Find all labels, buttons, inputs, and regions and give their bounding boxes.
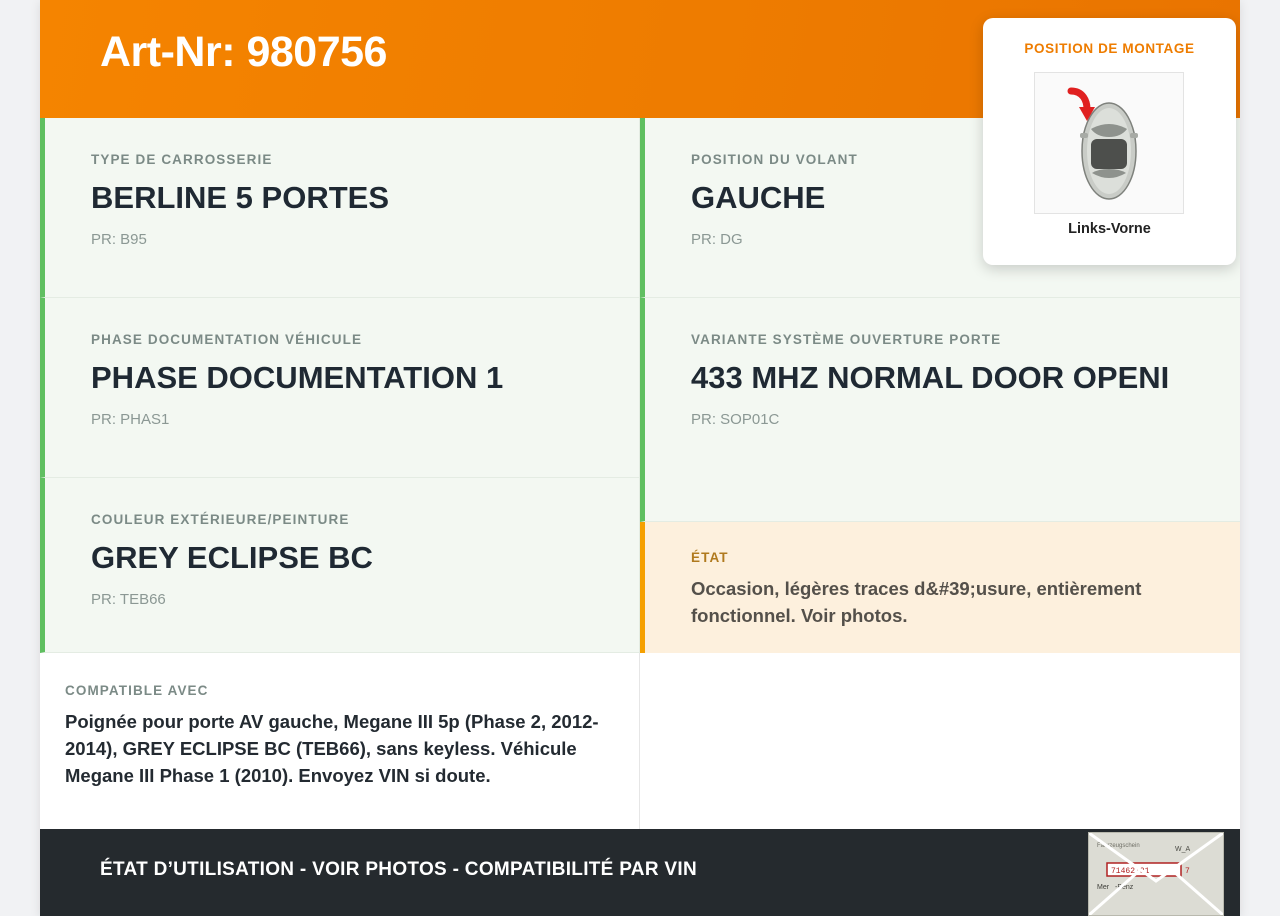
compatibility-panel (40, 653, 640, 829)
spec-pr-code: PR: PHAS1 (91, 411, 170, 429)
compatibility-empty-area (640, 653, 1240, 829)
svg-text:Fahrzeugschein: Fahrzeugschein (1097, 843, 1140, 849)
vehicle-registration-stamp-icon (1088, 832, 1224, 916)
svg-text:W_A: W_A (1175, 846, 1191, 853)
spec-label: VARIANTE SYSTÈME OUVERTURE PORTE (691, 332, 1002, 347)
spec-label: COULEUR EXTÉRIEURE/PEINTURE (91, 512, 350, 527)
footer-text: ÉTAT D’UTILISATION - VOIR PHOTOS - COMPATIBILITÉ PAR VIN (100, 859, 697, 880)
spec-cell-door-opening-system (640, 298, 1240, 522)
spec-pr-code: PR: TEB66 (91, 591, 166, 609)
page-title: Art-Nr: 980756 (100, 28, 387, 76)
mount-position-title: POSITION DE MONTAGE (1024, 41, 1195, 56)
mount-position-panel (983, 18, 1236, 265)
spec-label: PHASE DOCUMENTATION VÉHICULE (91, 332, 363, 347)
svg-text:71462731: 71462731 (1111, 867, 1150, 876)
spec-pr-code: PR: SOP01C (691, 411, 780, 429)
footer-bar (40, 829, 1240, 916)
spec-cell-documentation-phase (40, 298, 640, 478)
spec-label: POSITION DU VOLANT (691, 152, 858, 167)
status-text: Occasion, légères traces d&#39;usure, entièrement fonctionnel. Voir photos. (691, 578, 1142, 626)
compatibility-label: COMPATIBLE AVEC (65, 683, 209, 698)
spec-value: GREY ECLIPSE BC (91, 540, 373, 575)
spec-value: BERLINE 5 PORTES (91, 180, 389, 215)
status-panel (640, 522, 1240, 653)
spec-value: 433 MHZ NORMAL DOOR OPENI (691, 360, 1170, 395)
spec-pr-code: PR: B95 (91, 231, 147, 249)
spec-value: GAUCHE (691, 180, 826, 215)
spec-cell-exterior-color (40, 478, 640, 653)
compatibility-text: Poignée pour porte AV gauche, Megane III 5p (Phase 2, 2012-2014), GREY ECLIPSE BC (TEB66), sans keyless. Véhicule Megane III Phase 1 (2010). Envoyez VIN si doute. (65, 711, 599, 786)
car-top-view-with-arrow-icon (1034, 72, 1184, 214)
svg-text:7: 7 (1185, 867, 1190, 876)
spec-label: TYPE DE CARROSSERIE (91, 152, 273, 167)
spec-value: PHASE DOCUMENTATION 1 (91, 360, 504, 395)
svg-text:Mer: Mer (1097, 884, 1110, 891)
status-label: ÉTAT (691, 550, 729, 565)
spec-cell-body-type (40, 118, 640, 298)
mount-position-caption: Links-Vorne (1068, 221, 1151, 237)
spec-pr-code: PR: DG (691, 231, 743, 249)
svg-text:-Benz: -Benz (1115, 884, 1134, 891)
article-card (40, 0, 1240, 916)
